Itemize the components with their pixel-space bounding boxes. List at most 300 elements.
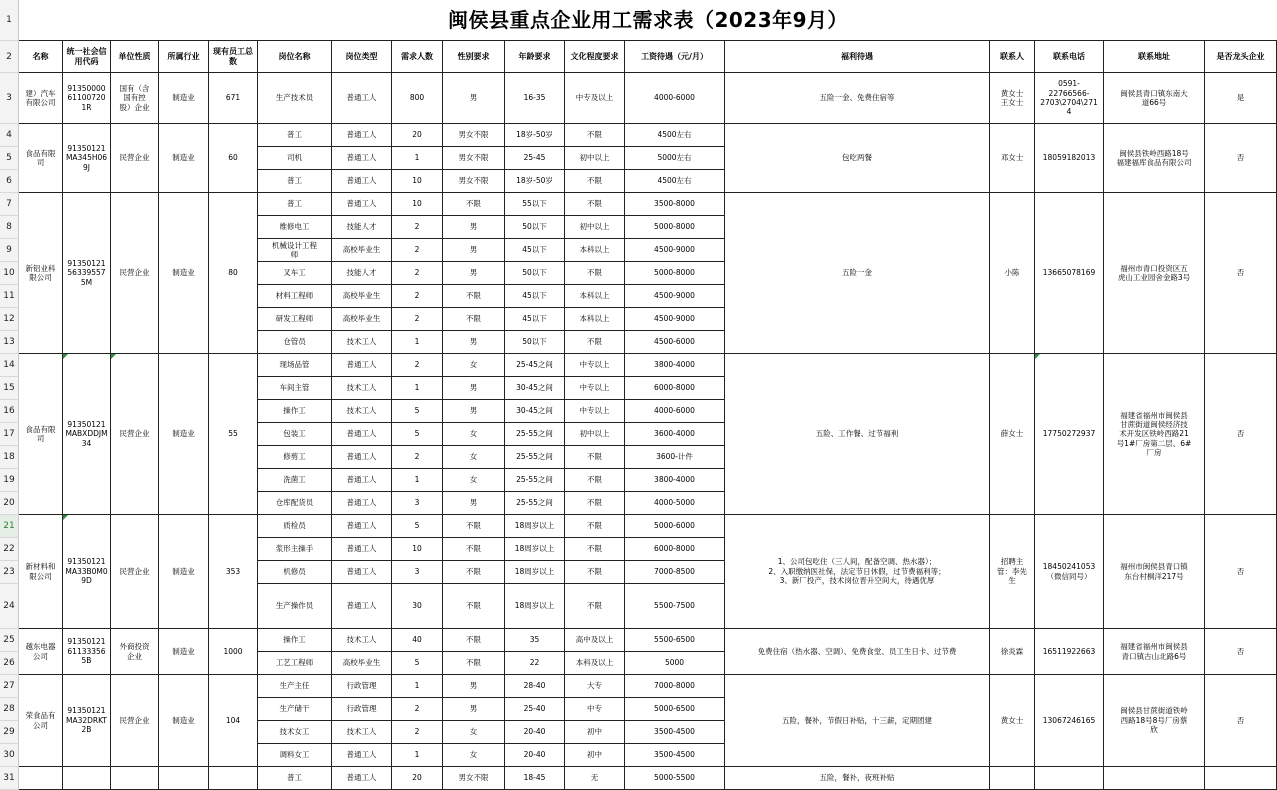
- row-header[interactable]: 22: [0, 538, 19, 561]
- education-req[interactable]: 不限: [565, 561, 625, 584]
- row-header[interactable]: 12: [0, 308, 19, 331]
- age-req[interactable]: 22: [505, 652, 565, 675]
- age-req[interactable]: 35: [505, 629, 565, 652]
- education-req[interactable]: 不限: [565, 538, 625, 561]
- salary[interactable]: 7000-8000: [625, 675, 725, 698]
- contact-address[interactable]: 福建省福州市闽侯县 甘蔗街道闽侯经济技 术开发区铁岭西路21 号1#厂房第二层、6# 厂房: [1104, 354, 1205, 515]
- gender-req[interactable]: 女: [443, 721, 505, 744]
- row-header[interactable]: 17: [0, 423, 19, 446]
- salary[interactable]: 5000-5500: [625, 767, 725, 790]
- job-type[interactable]: 技术工人: [332, 377, 392, 400]
- job-type[interactable]: 普通工人: [332, 584, 392, 629]
- credit-code[interactable]: 91350121 56339557 5M: [63, 193, 111, 354]
- unit-nature[interactable]: 民营企业: [111, 675, 159, 767]
- column-header[interactable]: 是否龙头企业: [1205, 41, 1277, 73]
- staff-count[interactable]: 1000: [209, 629, 258, 675]
- job-title[interactable]: 洗菌工: [258, 469, 332, 492]
- gender-req[interactable]: 男: [443, 377, 505, 400]
- welfare[interactable]: 免费住宿（热水器、空调）、免费食堂、员工生日卡、过节费: [725, 629, 990, 675]
- education-req[interactable]: 本科及以上: [565, 652, 625, 675]
- salary[interactable]: 3800-4000: [625, 354, 725, 377]
- gender-req[interactable]: 男: [443, 239, 505, 262]
- age-req[interactable]: 18-45: [505, 767, 565, 790]
- job-type[interactable]: 普通工人: [332, 469, 392, 492]
- headcount[interactable]: 2: [392, 262, 443, 285]
- age-req[interactable]: 30-45之间: [505, 400, 565, 423]
- headcount[interactable]: 5: [392, 423, 443, 446]
- age-req[interactable]: 25-55之间: [505, 446, 565, 469]
- column-header[interactable]: 岗位类型: [332, 41, 392, 73]
- company-name[interactable]: 新铝业科 限公司: [19, 193, 63, 354]
- unit-nature[interactable]: 民营企业: [111, 354, 159, 515]
- salary[interactable]: 5000-6000: [625, 515, 725, 538]
- column-header[interactable]: 工资待遇（元/月）: [625, 41, 725, 73]
- staff-count[interactable]: 671: [209, 73, 258, 124]
- staff-count[interactable]: 353: [209, 515, 258, 629]
- education-req[interactable]: 大专: [565, 675, 625, 698]
- job-title[interactable]: 修剪工: [258, 446, 332, 469]
- column-header[interactable]: 年龄要求: [505, 41, 565, 73]
- contact-phone[interactable]: 16511922663: [1035, 629, 1104, 675]
- education-req[interactable]: 不限: [565, 515, 625, 538]
- job-type[interactable]: 普通工人: [332, 423, 392, 446]
- job-title[interactable]: 普工: [258, 124, 332, 147]
- education-req[interactable]: 本科以上: [565, 285, 625, 308]
- age-req[interactable]: 45以下: [505, 285, 565, 308]
- leading-enterprise[interactable]: 否: [1205, 675, 1277, 767]
- headcount[interactable]: 3: [392, 492, 443, 515]
- job-type[interactable]: 技术工人: [332, 331, 392, 354]
- credit-code[interactable]: 91350121 MABXDDJM 34: [63, 354, 111, 515]
- job-type[interactable]: 普通工人: [332, 147, 392, 170]
- contact-phone[interactable]: 0591- 22766566- 2703\2704\271 4: [1035, 73, 1104, 124]
- gender-req[interactable]: 男: [443, 492, 505, 515]
- contact-phone[interactable]: 13067246165: [1035, 675, 1104, 767]
- headcount[interactable]: 2: [392, 239, 443, 262]
- industry[interactable]: 制造业: [159, 515, 209, 629]
- column-header[interactable]: 统一社会信用代码: [63, 41, 111, 73]
- company-name[interactable]: 荣食品有 公司: [19, 675, 63, 767]
- age-req[interactable]: 18周岁以上: [505, 538, 565, 561]
- company-name[interactable]: 建）汽车 有限公司: [19, 73, 63, 124]
- unit-nature[interactable]: [111, 767, 159, 790]
- salary[interactable]: 4500左右: [625, 170, 725, 193]
- job-title[interactable]: 研发工程师: [258, 308, 332, 331]
- contact-address[interactable]: 闽侯县甘蔗街道铁岭 西路18号8号厂房蔡 欣: [1104, 675, 1205, 767]
- education-req[interactable]: 不限: [565, 446, 625, 469]
- job-title[interactable]: 仓库配货员: [258, 492, 332, 515]
- gender-req[interactable]: 男: [443, 675, 505, 698]
- welfare[interactable]: 五险一金: [725, 193, 990, 354]
- education-req[interactable]: 不限: [565, 492, 625, 515]
- education-req[interactable]: 不限: [565, 331, 625, 354]
- age-req[interactable]: 28-40: [505, 675, 565, 698]
- staff-count[interactable]: 60: [209, 124, 258, 193]
- salary[interactable]: 5000-6500: [625, 698, 725, 721]
- row-header[interactable]: 31: [0, 767, 19, 790]
- row-header[interactable]: 7: [0, 193, 19, 216]
- headcount[interactable]: 2: [392, 308, 443, 331]
- row-header[interactable]: 25: [0, 629, 19, 652]
- row-header[interactable]: 9: [0, 239, 19, 262]
- education-req[interactable]: 不限: [565, 469, 625, 492]
- headcount[interactable]: 30: [392, 584, 443, 629]
- gender-req[interactable]: 女: [443, 744, 505, 767]
- education-req[interactable]: 初中: [565, 744, 625, 767]
- education-req[interactable]: 中专以上: [565, 354, 625, 377]
- job-type[interactable]: 技术工人: [332, 721, 392, 744]
- headcount[interactable]: 2: [392, 216, 443, 239]
- job-title[interactable]: 操作工: [258, 400, 332, 423]
- job-title[interactable]: 普工: [258, 767, 332, 790]
- welfare[interactable]: 1、公司包吃住（三人间，配备空调、热水器）； 2、入职缴纳医社保，法定节日休假，过节费福利等； 3、新厂投产，技术岗位晋升空间大，待遇优厚: [725, 515, 990, 629]
- job-type[interactable]: 普通工人: [332, 446, 392, 469]
- education-req[interactable]: 无: [565, 767, 625, 790]
- education-req[interactable]: 中专: [565, 698, 625, 721]
- salary[interactable]: 4000-5000: [625, 492, 725, 515]
- salary[interactable]: 4000-6000: [625, 400, 725, 423]
- education-req[interactable]: 不限: [565, 170, 625, 193]
- salary[interactable]: 7000-8500: [625, 561, 725, 584]
- salary[interactable]: 4500左右: [625, 124, 725, 147]
- salary[interactable]: 4500-9000: [625, 239, 725, 262]
- job-type[interactable]: 普通工人: [332, 170, 392, 193]
- job-title[interactable]: 叉车工: [258, 262, 332, 285]
- column-header[interactable]: 单位性质: [111, 41, 159, 73]
- job-title[interactable]: 质检员: [258, 515, 332, 538]
- salary[interactable]: 3500-8000: [625, 193, 725, 216]
- credit-code[interactable]: [63, 767, 111, 790]
- salary[interactable]: 3500-4500: [625, 721, 725, 744]
- headcount[interactable]: 5: [392, 515, 443, 538]
- gender-req[interactable]: 男: [443, 262, 505, 285]
- column-header[interactable]: 联系人: [990, 41, 1035, 73]
- leading-enterprise[interactable]: 否: [1205, 193, 1277, 354]
- gender-req[interactable]: 男: [443, 400, 505, 423]
- contact-person[interactable]: [990, 767, 1035, 790]
- age-req[interactable]: 25-55之间: [505, 423, 565, 446]
- salary[interactable]: 4000-6000: [625, 73, 725, 124]
- job-title[interactable]: 生产主任: [258, 675, 332, 698]
- company-name[interactable]: 越东电器 公司: [19, 629, 63, 675]
- column-header[interactable]: 文化程度要求: [565, 41, 625, 73]
- staff-count[interactable]: 80: [209, 193, 258, 354]
- leading-enterprise[interactable]: [1205, 767, 1277, 790]
- row-header[interactable]: 15: [0, 377, 19, 400]
- salary[interactable]: 3600-4000: [625, 423, 725, 446]
- unit-nature[interactable]: 民营企业: [111, 124, 159, 193]
- gender-req[interactable]: 不限: [443, 538, 505, 561]
- job-title[interactable]: 现场品管: [258, 354, 332, 377]
- headcount[interactable]: 1: [392, 744, 443, 767]
- job-type[interactable]: 技能人才: [332, 216, 392, 239]
- headcount[interactable]: 2: [392, 446, 443, 469]
- row-header[interactable]: 8: [0, 216, 19, 239]
- age-req[interactable]: 55以下: [505, 193, 565, 216]
- job-title[interactable]: 包装工: [258, 423, 332, 446]
- contact-phone[interactable]: 13665078169: [1035, 193, 1104, 354]
- column-header[interactable]: 联系电话: [1035, 41, 1104, 73]
- row-header[interactable]: 2: [0, 41, 19, 73]
- gender-req[interactable]: 男女不限: [443, 147, 505, 170]
- gender-req[interactable]: 不限: [443, 193, 505, 216]
- gender-req[interactable]: 不限: [443, 308, 505, 331]
- headcount[interactable]: 1: [392, 675, 443, 698]
- contact-phone[interactable]: 18059182013: [1035, 124, 1104, 193]
- gender-req[interactable]: 不限: [443, 652, 505, 675]
- gender-req[interactable]: 不限: [443, 285, 505, 308]
- job-type[interactable]: 技能人才: [332, 262, 392, 285]
- unit-nature[interactable]: 国有（含 国有控 股）企业: [111, 73, 159, 124]
- credit-code[interactable]: 91350121 MA32DRKT 2B: [63, 675, 111, 767]
- gender-req[interactable]: 男: [443, 216, 505, 239]
- headcount[interactable]: 2: [392, 698, 443, 721]
- education-req[interactable]: 不限: [565, 262, 625, 285]
- gender-req[interactable]: 不限: [443, 629, 505, 652]
- contact-person[interactable]: 招聘主 管：李先 生: [990, 515, 1035, 629]
- salary[interactable]: 6000-8000: [625, 377, 725, 400]
- job-type[interactable]: 高校毕业生: [332, 308, 392, 331]
- row-header[interactable]: 5: [0, 147, 19, 170]
- welfare[interactable]: 五险一金、免费住宿等: [725, 73, 990, 124]
- gender-req[interactable]: 男: [443, 331, 505, 354]
- company-name[interactable]: [19, 767, 63, 790]
- salary[interactable]: 5000-8000: [625, 262, 725, 285]
- gender-req[interactable]: 男女不限: [443, 124, 505, 147]
- salary[interactable]: 5000左右: [625, 147, 725, 170]
- age-req[interactable]: 30-45之间: [505, 377, 565, 400]
- age-req[interactable]: 18周岁以上: [505, 584, 565, 629]
- education-req[interactable]: 本科以上: [565, 239, 625, 262]
- row-header[interactable]: 16: [0, 400, 19, 423]
- job-title[interactable]: 工艺工程师: [258, 652, 332, 675]
- row-header[interactable]: 24: [0, 584, 19, 629]
- headcount[interactable]: 2: [392, 285, 443, 308]
- headcount[interactable]: 800: [392, 73, 443, 124]
- education-req[interactable]: 中专以上: [565, 400, 625, 423]
- row-header[interactable]: 23: [0, 561, 19, 584]
- salary[interactable]: 3800-4000: [625, 469, 725, 492]
- job-title[interactable]: 浆形主操手: [258, 538, 332, 561]
- job-type[interactable]: 普通工人: [332, 561, 392, 584]
- job-type[interactable]: 普通工人: [332, 354, 392, 377]
- industry[interactable]: 制造业: [159, 73, 209, 124]
- job-type[interactable]: 行政管理: [332, 675, 392, 698]
- gender-req[interactable]: 不限: [443, 584, 505, 629]
- age-req[interactable]: 16-35: [505, 73, 565, 124]
- age-req[interactable]: 45以下: [505, 239, 565, 262]
- job-title[interactable]: 调料女工: [258, 744, 332, 767]
- row-header[interactable]: 19: [0, 469, 19, 492]
- salary[interactable]: 5500-7500: [625, 584, 725, 629]
- headcount[interactable]: 1: [392, 331, 443, 354]
- gender-req[interactable]: 男女不限: [443, 170, 505, 193]
- contact-phone[interactable]: 17750272937: [1035, 354, 1104, 515]
- company-name[interactable]: 食品有限 司: [19, 124, 63, 193]
- contact-person[interactable]: 徐炎霖: [990, 629, 1035, 675]
- job-type[interactable]: 普通工人: [332, 538, 392, 561]
- headcount[interactable]: 20: [392, 124, 443, 147]
- headcount[interactable]: 10: [392, 193, 443, 216]
- headcount[interactable]: 3: [392, 561, 443, 584]
- row-header[interactable]: 14: [0, 354, 19, 377]
- job-title[interactable]: 生产操作员: [258, 584, 332, 629]
- leading-enterprise[interactable]: 否: [1205, 629, 1277, 675]
- industry[interactable]: 制造业: [159, 354, 209, 515]
- job-title[interactable]: 仓管员: [258, 331, 332, 354]
- company-name[interactable]: 食品有限 司: [19, 354, 63, 515]
- gender-req[interactable]: 不限: [443, 515, 505, 538]
- contact-phone[interactable]: 18450241053 （微信同号）: [1035, 515, 1104, 629]
- age-req[interactable]: 25-40: [505, 698, 565, 721]
- job-type[interactable]: 普通工人: [332, 193, 392, 216]
- unit-nature[interactable]: 民营企业: [111, 515, 159, 629]
- education-req[interactable]: 不限: [565, 584, 625, 629]
- job-title[interactable]: 操作工: [258, 629, 332, 652]
- row-header[interactable]: 30: [0, 744, 19, 767]
- industry[interactable]: 制造业: [159, 629, 209, 675]
- welfare[interactable]: 包吃两餐: [725, 124, 990, 193]
- headcount[interactable]: 2: [392, 721, 443, 744]
- welfare[interactable]: 五险，餐补，夜班补贴: [725, 767, 990, 790]
- headcount[interactable]: 10: [392, 170, 443, 193]
- job-type[interactable]: 普通工人: [332, 744, 392, 767]
- age-req[interactable]: 20-40: [505, 744, 565, 767]
- column-header[interactable]: 需求人数: [392, 41, 443, 73]
- credit-code[interactable]: 91350121 MA33B0M0 9D: [63, 515, 111, 629]
- row-header[interactable]: 11: [0, 285, 19, 308]
- row-header[interactable]: 26: [0, 652, 19, 675]
- age-req[interactable]: 50以下: [505, 331, 565, 354]
- age-req[interactable]: 25-55之间: [505, 469, 565, 492]
- column-header[interactable]: 现有员工总数: [209, 41, 258, 73]
- education-req[interactable]: 初中: [565, 721, 625, 744]
- headcount[interactable]: 40: [392, 629, 443, 652]
- job-type[interactable]: 普通工人: [332, 492, 392, 515]
- gender-req[interactable]: 不限: [443, 561, 505, 584]
- age-req[interactable]: 50以下: [505, 216, 565, 239]
- credit-code[interactable]: 91350000 61100720 1R: [63, 73, 111, 124]
- education-req[interactable]: 不限: [565, 193, 625, 216]
- job-title[interactable]: 车间主管: [258, 377, 332, 400]
- row-header[interactable]: 13: [0, 331, 19, 354]
- salary[interactable]: 5500-6500: [625, 629, 725, 652]
- row-header[interactable]: 20: [0, 492, 19, 515]
- job-title[interactable]: 生产储干: [258, 698, 332, 721]
- row-header[interactable]: 18: [0, 446, 19, 469]
- contact-address[interactable]: 福州市青口投资区五 虎山工业园舍金路3号: [1104, 193, 1205, 354]
- education-req[interactable]: 中专及以上: [565, 73, 625, 124]
- headcount[interactable]: 20: [392, 767, 443, 790]
- salary[interactable]: 3500-4500: [625, 744, 725, 767]
- row-header[interactable]: 6: [0, 170, 19, 193]
- headcount[interactable]: 5: [392, 400, 443, 423]
- age-req[interactable]: 25-45: [505, 147, 565, 170]
- credit-code[interactable]: 91350121 MA345H06 9J: [63, 124, 111, 193]
- industry[interactable]: [159, 767, 209, 790]
- education-req[interactable]: 高中及以上: [565, 629, 625, 652]
- education-req[interactable]: 初中以上: [565, 216, 625, 239]
- row-header[interactable]: 10: [0, 262, 19, 285]
- headcount[interactable]: 5: [392, 652, 443, 675]
- education-req[interactable]: 不限: [565, 124, 625, 147]
- age-req[interactable]: 18周岁以上: [505, 561, 565, 584]
- row-header[interactable]: 28: [0, 698, 19, 721]
- row-header[interactable]: 29: [0, 721, 19, 744]
- headcount[interactable]: 1: [392, 469, 443, 492]
- education-req[interactable]: 初中以上: [565, 147, 625, 170]
- column-header[interactable]: 岗位名称: [258, 41, 332, 73]
- row-header[interactable]: 27: [0, 675, 19, 698]
- gender-req[interactable]: 女: [443, 469, 505, 492]
- contact-person[interactable]: 薛女士: [990, 354, 1035, 515]
- gender-req[interactable]: 男女不限: [443, 767, 505, 790]
- row-header[interactable]: 21: [0, 515, 19, 538]
- job-type[interactable]: 普通工人: [332, 515, 392, 538]
- staff-count[interactable]: [209, 767, 258, 790]
- job-type[interactable]: 普通工人: [332, 124, 392, 147]
- headcount[interactable]: 1: [392, 377, 443, 400]
- contact-person[interactable]: 邓女士: [990, 124, 1035, 193]
- gender-req[interactable]: 女: [443, 423, 505, 446]
- contact-phone[interactable]: [1035, 767, 1104, 790]
- job-title[interactable]: 司机: [258, 147, 332, 170]
- leading-enterprise[interactable]: 是: [1205, 73, 1277, 124]
- job-type[interactable]: 技术工人: [332, 400, 392, 423]
- education-req[interactable]: 本科以上: [565, 308, 625, 331]
- age-req[interactable]: 50以下: [505, 262, 565, 285]
- industry[interactable]: 制造业: [159, 124, 209, 193]
- staff-count[interactable]: 55: [209, 354, 258, 515]
- column-header[interactable]: 性别要求: [443, 41, 505, 73]
- age-req[interactable]: 45以下: [505, 308, 565, 331]
- salary[interactable]: 6000-8000: [625, 538, 725, 561]
- job-type[interactable]: 行政管理: [332, 698, 392, 721]
- row-header[interactable]: 1: [0, 0, 19, 41]
- column-header[interactable]: 所属行业: [159, 41, 209, 73]
- row-header[interactable]: 4: [0, 124, 19, 147]
- job-type[interactable]: 普通工人: [332, 73, 392, 124]
- contact-address[interactable]: 闽侯县铁岭西路18号 福建福库食品有限公司: [1104, 124, 1205, 193]
- education-req[interactable]: 中专以上: [565, 377, 625, 400]
- contact-person[interactable]: 小陈: [990, 193, 1035, 354]
- column-header[interactable]: 福利待遇: [725, 41, 990, 73]
- contact-person[interactable]: 黄女士 王女士: [990, 73, 1035, 124]
- gender-req[interactable]: 男: [443, 698, 505, 721]
- staff-count[interactable]: 104: [209, 675, 258, 767]
- contact-address[interactable]: 福建省福州市闽侯县 青口镇古山北路6号: [1104, 629, 1205, 675]
- job-title[interactable]: 材料工程师: [258, 285, 332, 308]
- headcount[interactable]: 1: [392, 147, 443, 170]
- row-header[interactable]: 3: [0, 73, 19, 124]
- age-req[interactable]: 25-55之间: [505, 492, 565, 515]
- gender-req[interactable]: 女: [443, 354, 505, 377]
- leading-enterprise[interactable]: 否: [1205, 124, 1277, 193]
- gender-req[interactable]: 女: [443, 446, 505, 469]
- age-req[interactable]: 25-45之间: [505, 354, 565, 377]
- company-name[interactable]: 新材料和 限公司: [19, 515, 63, 629]
- column-header[interactable]: 联系地址: [1104, 41, 1205, 73]
- gender-req[interactable]: 男: [443, 73, 505, 124]
- salary[interactable]: 5000: [625, 652, 725, 675]
- unit-nature[interactable]: 外商投资 企业: [111, 629, 159, 675]
- job-title[interactable]: 机械设计工程 师: [258, 239, 332, 262]
- column-header[interactable]: 名称: [19, 41, 63, 73]
- job-title[interactable]: 技术女工: [258, 721, 332, 744]
- welfare[interactable]: 五险，餐补，节假日补贴，十三薪，定期团建: [725, 675, 990, 767]
- age-req[interactable]: 18岁-50岁: [505, 170, 565, 193]
- sheet-title[interactable]: 闽侯县重点企业用工需求表（2023年9月）: [19, 0, 1277, 41]
